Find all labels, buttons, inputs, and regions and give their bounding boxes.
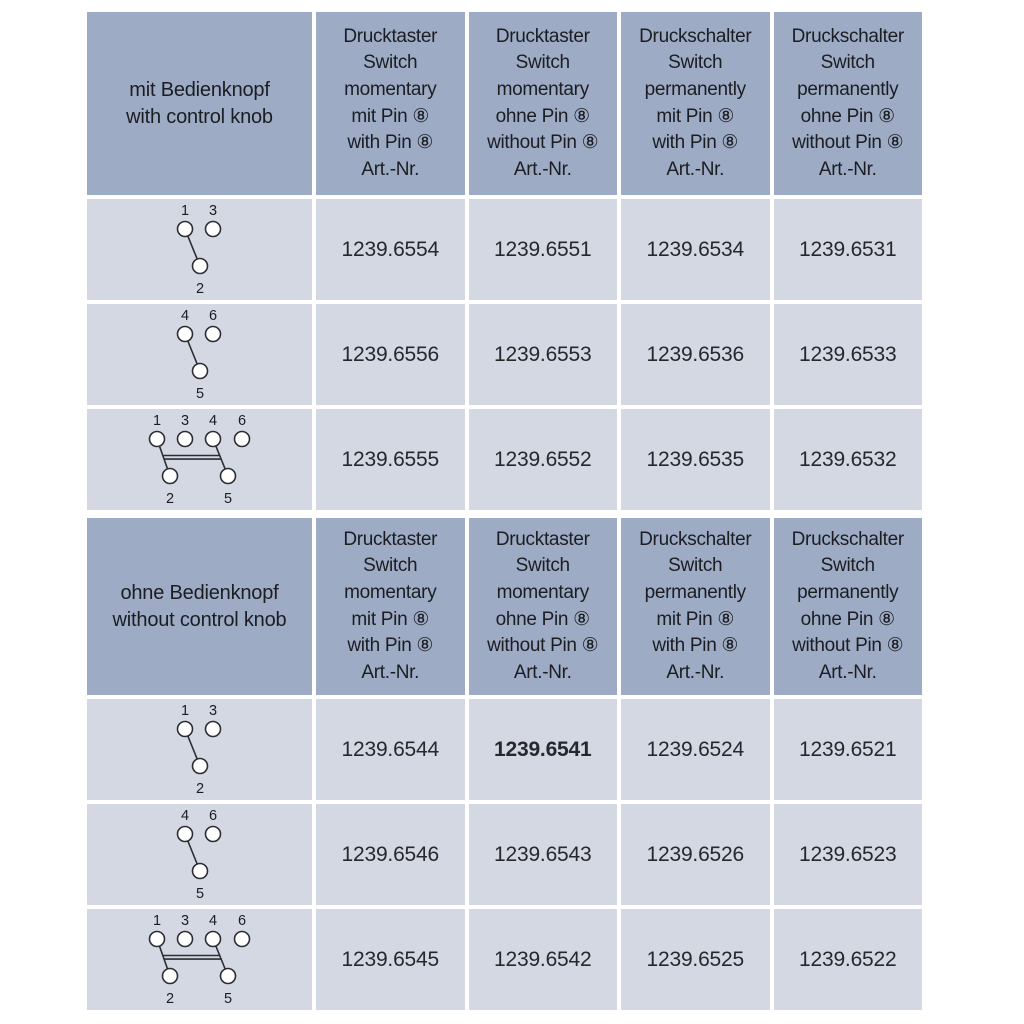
switch-diagram-cell	[87, 804, 312, 905]
pin-label: 4	[208, 413, 218, 429]
column-header-line: Drucktaster	[495, 528, 590, 550]
part-number-cell	[469, 409, 618, 510]
part-number: 1239.6553	[494, 342, 592, 366]
column-header-line: ohne Pin ⑧	[495, 608, 590, 630]
pin-circle	[150, 932, 165, 947]
column-header-line: momentary	[344, 581, 437, 603]
pin-label: 5	[223, 991, 233, 1007]
column-header-line: Drucktaster	[343, 528, 438, 550]
column-header-line: Art.-Nr.	[513, 661, 572, 683]
column-header-line: Art.-Nr.	[818, 158, 877, 180]
pin-circle	[206, 827, 221, 842]
part-number: 1239.6555	[341, 447, 439, 471]
pin-label: 3	[180, 913, 190, 929]
column-header-line: without Pin ⑧	[487, 132, 599, 154]
column-header-line: with Pin ⑧	[347, 132, 434, 154]
part-number-cell	[316, 699, 465, 800]
switch-diagram-pins-4-6-5	[87, 304, 312, 405]
column-header-1	[316, 518, 465, 695]
pin-circle	[221, 969, 236, 984]
row-header-with-control-knob	[87, 12, 312, 195]
pin-circle	[193, 259, 208, 274]
part-number-cell	[774, 409, 923, 510]
part-number-cell	[621, 699, 770, 800]
pin-label: 6	[208, 808, 218, 824]
column-header-line: Drucktaster	[495, 25, 590, 47]
part-number-cell	[316, 909, 465, 1010]
part-number-cell	[316, 409, 465, 510]
part-number-cell	[774, 804, 923, 905]
part-number: 1239.6533	[799, 342, 897, 366]
part-number: 1239.6534	[646, 237, 744, 261]
pin-circle	[206, 932, 221, 947]
part-number: 1239.6556	[341, 342, 439, 366]
pin-circle	[235, 932, 250, 947]
column-header-line: Switch	[820, 52, 875, 74]
part-number-tables	[87, 12, 922, 1010]
part-number-cell	[774, 304, 923, 405]
column-header-line: without Pin ⑧	[792, 635, 904, 657]
part-number-cell	[621, 909, 770, 1010]
column-header-line: Switch	[668, 52, 723, 74]
column-header-line: momentary	[344, 78, 437, 100]
pin-label: 6	[237, 413, 247, 429]
column-header-line: Druckschalter	[791, 528, 904, 550]
part-number: 1239.6546	[341, 842, 439, 866]
part-number-cell	[469, 699, 618, 800]
pin-label: 5	[195, 886, 205, 902]
row-header-line: ohne Bedienknopf	[120, 581, 279, 604]
part-number-cell	[621, 804, 770, 905]
pin-label: 2	[165, 991, 175, 1007]
column-header-line: Art.-Nr.	[361, 661, 420, 683]
switch-diagram-pins-1-3-2	[87, 199, 312, 300]
row-header-line: without control knob	[112, 608, 287, 631]
switch-diagram-cell	[87, 699, 312, 800]
pin-label: 1	[152, 913, 162, 929]
column-header-line: Art.-Nr.	[666, 158, 725, 180]
pin-circle	[178, 327, 193, 342]
column-header-line: Art.-Nr.	[513, 158, 572, 180]
column-header-2	[469, 518, 618, 695]
switch-diagram-pins-1-3-4-6-2-5	[87, 409, 312, 510]
pin-circle	[178, 827, 193, 842]
part-number: 1239.6545	[341, 947, 439, 971]
column-header-line: Switch	[363, 555, 418, 577]
pin-label: 4	[180, 808, 190, 824]
part-number: 1239.6551	[494, 237, 592, 261]
column-header-4	[774, 518, 923, 695]
part-number-cell	[469, 804, 618, 905]
switch-diagram-pins-1-3-4-6-2-5	[87, 909, 312, 1010]
part-number: 1239.6554	[341, 237, 439, 261]
part-number-cell	[316, 199, 465, 300]
switch-diagram-cell	[87, 909, 312, 1010]
part-number: 1239.6532	[799, 447, 897, 471]
part-number-cell	[469, 199, 618, 300]
part-number-cell	[621, 409, 770, 510]
pin-label: 2	[165, 491, 175, 507]
switch-diagram-cell	[87, 199, 312, 300]
pin-label: 3	[180, 413, 190, 429]
pin-circle	[150, 432, 165, 447]
column-header-1	[316, 12, 465, 195]
column-header-line: ohne Pin ⑧	[495, 105, 590, 127]
column-header-line: Switch	[515, 555, 570, 577]
pin-label: 5	[223, 491, 233, 507]
pin-label: 1	[180, 703, 190, 719]
column-header-line: without Pin ⑧	[792, 132, 904, 154]
column-header-line: mit Pin ⑧	[656, 608, 735, 630]
pin-label: 2	[195, 281, 205, 297]
pin-circle	[193, 864, 208, 879]
product-table-with-control-knob	[87, 12, 922, 510]
column-header-line: with Pin ⑧	[347, 635, 434, 657]
column-header-line: permanently	[797, 581, 899, 603]
pin-circle	[235, 432, 250, 447]
part-number-cell	[774, 199, 923, 300]
column-header-4	[774, 12, 923, 195]
part-number-cell	[316, 304, 465, 405]
column-header-line: mit Pin ⑧	[351, 105, 430, 127]
pin-circle	[193, 759, 208, 774]
part-number: 1239.6531	[799, 237, 897, 261]
pin-circle	[206, 327, 221, 342]
pin-label: 5	[195, 386, 205, 402]
part-number: 1239.6542	[494, 947, 592, 971]
part-number-cell	[621, 199, 770, 300]
part-number-cell	[469, 304, 618, 405]
part-number-cell	[316, 804, 465, 905]
column-header-line: momentary	[496, 581, 589, 603]
column-header-line: Druckschalter	[639, 528, 752, 550]
part-number: 1239.6524	[646, 737, 744, 761]
column-header-line: Switch	[820, 555, 875, 577]
column-header-line: ohne Pin ⑧	[800, 608, 895, 630]
row-header-without-control-knob	[87, 518, 312, 695]
part-number: 1239.6536	[646, 342, 744, 366]
pin-circle	[178, 222, 193, 237]
column-header-line: Switch	[363, 52, 418, 74]
part-number: 1239.6526	[646, 842, 744, 866]
column-header-line: Switch	[668, 555, 723, 577]
column-header-line: mit Pin ⑧	[656, 105, 735, 127]
column-header-line: Druckschalter	[639, 25, 752, 47]
column-header-line: permanently	[644, 581, 746, 603]
pin-label: 3	[208, 703, 218, 719]
switch-diagram-pins-4-6-5	[87, 804, 312, 905]
column-header-line: mit Pin ⑧	[351, 608, 430, 630]
column-header-3	[621, 518, 770, 695]
pin-label: 3	[208, 203, 218, 219]
column-header-line: Art.-Nr.	[666, 661, 725, 683]
column-header-line: with Pin ⑧	[652, 132, 739, 154]
pin-circle	[221, 469, 236, 484]
switch-diagram-cell	[87, 304, 312, 405]
pin-label: 6	[208, 308, 218, 324]
pin-circle	[178, 432, 193, 447]
column-header-line: Druckschalter	[791, 25, 904, 47]
column-header-line: Drucktaster	[343, 25, 438, 47]
switch-diagram-pins-1-3-2	[87, 699, 312, 800]
part-number: 1239.6535	[646, 447, 744, 471]
column-header-line: Art.-Nr.	[361, 158, 420, 180]
pin-circle	[163, 469, 178, 484]
column-header-line: momentary	[496, 78, 589, 100]
pin-circle	[178, 932, 193, 947]
row-header-line: mit Bedienknopf	[129, 78, 270, 101]
pin-circle	[206, 722, 221, 737]
part-number: 1239.6541	[494, 737, 592, 761]
part-number: 1239.6552	[494, 447, 592, 471]
product-table-without-control-knob	[87, 518, 922, 1010]
column-header-line: ohne Pin ⑧	[800, 105, 895, 127]
part-number: 1239.6521	[799, 737, 897, 761]
part-number: 1239.6522	[799, 947, 897, 971]
part-number: 1239.6543	[494, 842, 592, 866]
column-header-line: without Pin ⑧	[487, 635, 599, 657]
part-number: 1239.6525	[646, 947, 744, 971]
pin-circle	[206, 432, 221, 447]
column-header-line: permanently	[797, 78, 899, 100]
pin-label: 4	[180, 308, 190, 324]
pin-label: 1	[152, 413, 162, 429]
column-header-3	[621, 12, 770, 195]
pin-circle	[178, 722, 193, 737]
part-number-cell	[774, 699, 923, 800]
switch-diagram-cell	[87, 409, 312, 510]
row-header-line: with control knob	[126, 105, 273, 128]
part-number-cell	[774, 909, 923, 1010]
pin-circle	[193, 364, 208, 379]
pin-label: 2	[195, 781, 205, 797]
column-header-line: permanently	[644, 78, 746, 100]
column-header-2	[469, 12, 618, 195]
pin-label: 6	[237, 913, 247, 929]
column-header-line: Switch	[515, 52, 570, 74]
pin-label: 4	[208, 913, 218, 929]
pin-circle	[206, 222, 221, 237]
column-header-line: with Pin ⑧	[652, 635, 739, 657]
pin-label: 1	[180, 203, 190, 219]
part-number: 1239.6523	[799, 842, 897, 866]
part-number-cell	[469, 909, 618, 1010]
column-header-line: Art.-Nr.	[818, 661, 877, 683]
part-number-cell	[621, 304, 770, 405]
part-number: 1239.6544	[341, 737, 439, 761]
pin-circle	[163, 969, 178, 984]
